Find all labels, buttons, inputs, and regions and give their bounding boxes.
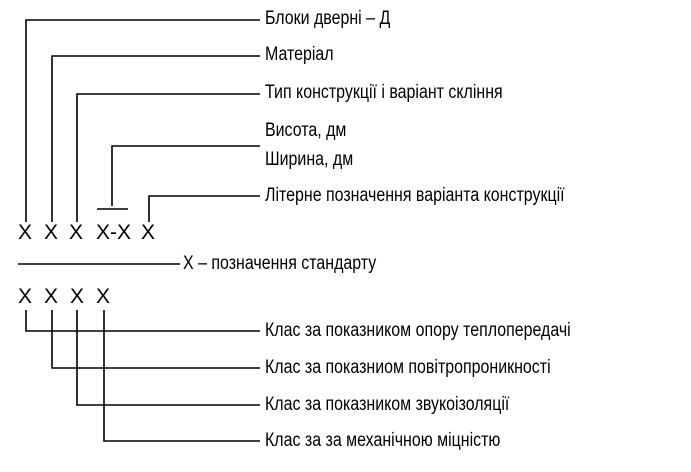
connector-heat-transfer — [26, 310, 260, 331]
label-letter-designation: Літерне позначення варіанта конструкції — [265, 185, 565, 206]
label-height: Висота, дм — [265, 120, 347, 141]
connector-air-permeability — [52, 310, 260, 368]
connector-construction-type — [77, 94, 260, 222]
connector-mechanical-strength — [104, 310, 260, 441]
connector-material — [52, 56, 260, 222]
code-air-permeability: X — [44, 285, 59, 308]
label-door-blocks: Блоки дверні – Д — [265, 8, 391, 29]
label-material: Матеріал — [265, 44, 334, 65]
label-construction-type: Тип конструкції і варіант скління — [265, 82, 503, 103]
label-mechanical-strength: Клас за за механічною міцністю — [265, 430, 501, 451]
connector-letter-designation — [149, 196, 260, 222]
code-construction-type: X — [69, 221, 84, 244]
code-mechanical-strength: X — [96, 285, 111, 308]
label-heat-transfer: Клас за показником опору теплопередачі — [265, 320, 571, 341]
code-height-width: X-X — [96, 221, 132, 244]
label-air-permeability: Клас за показниом повітропроникності — [265, 357, 551, 378]
code-sound-insulation: X — [70, 285, 85, 308]
connector-height-width — [112, 146, 260, 206]
code-door-blocks: X — [18, 221, 33, 244]
code-heat-transfer: X — [18, 285, 33, 308]
label-standard: X – позначення стандарту — [183, 253, 377, 274]
code-letter-designation: X — [141, 221, 156, 244]
code-material: X — [44, 221, 59, 244]
connector-door-blocks — [26, 20, 260, 222]
label-width: Ширина, дм — [265, 149, 354, 170]
label-sound-insulation: Клас за показником звукоізоляції — [265, 394, 510, 415]
